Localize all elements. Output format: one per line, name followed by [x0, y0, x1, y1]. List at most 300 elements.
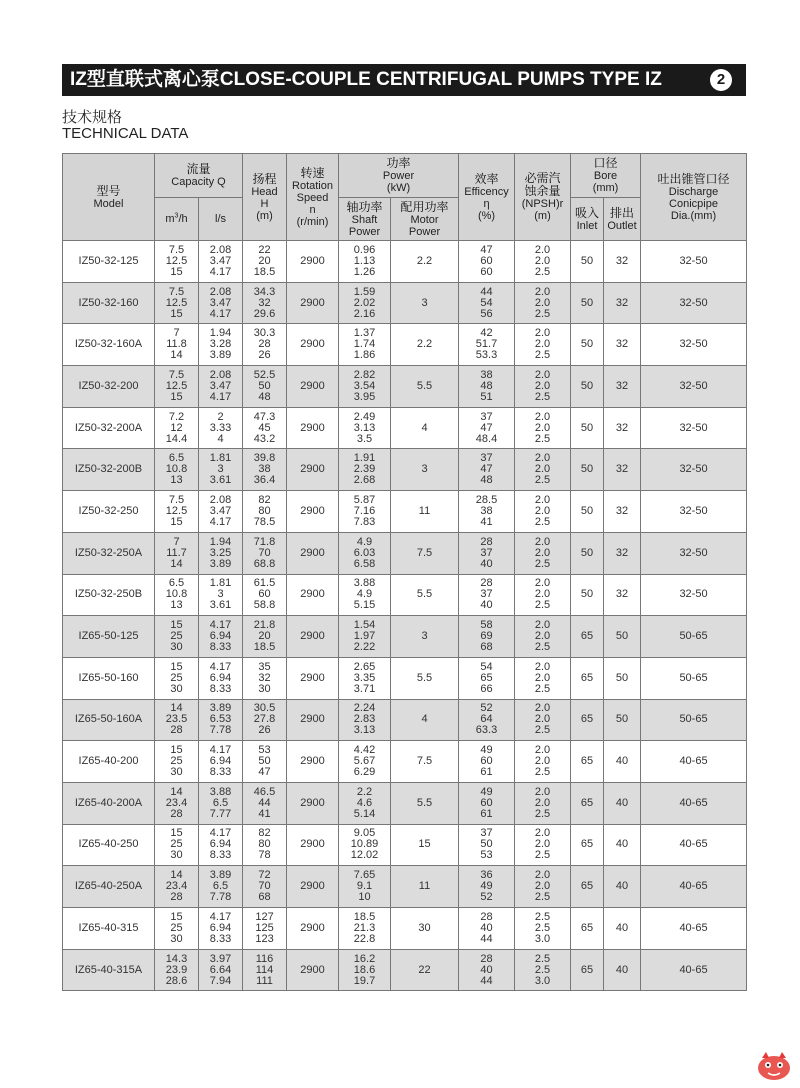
head-cell: [243, 532, 287, 574]
cell-value: 32: [258, 296, 271, 309]
cell-value: 8.33: [209, 849, 232, 862]
cell-value: 4.9: [356, 588, 373, 601]
cell-value: 41: [258, 807, 271, 820]
shaft-power-cell: [339, 449, 391, 491]
cell-value: 3.13: [353, 421, 376, 434]
flow-ls-cell: [199, 532, 243, 574]
outlet-cell: 32: [604, 491, 641, 533]
cell-value: 80: [258, 504, 271, 517]
outlet-cell: 40: [604, 824, 641, 866]
cell-value: 47: [480, 421, 493, 434]
cell-value: 14: [170, 349, 183, 362]
motor-power-cell: 5.5: [391, 657, 459, 699]
cell-value: 7.2: [168, 410, 185, 423]
flow-m3h-cell: [155, 616, 199, 658]
cell-value: 0.96: [353, 243, 376, 256]
flow-m3h-cell: [155, 449, 199, 491]
shaft-power-cell: [339, 574, 391, 616]
cell-value: 14: [170, 557, 183, 570]
inlet-cell: 50: [571, 366, 604, 408]
cell-value: 49: [480, 744, 493, 757]
cell-value: 15: [170, 744, 183, 757]
motor-power-cell: 11: [391, 866, 459, 908]
cell-value: 13: [170, 474, 183, 487]
cell-value: 6.94: [209, 921, 232, 934]
cell-value: 3.13: [353, 724, 376, 737]
shaft-power-cell: [339, 407, 391, 449]
table-row: [63, 532, 747, 574]
npsh-cell: [515, 449, 571, 491]
flow-m3h-cell: [155, 908, 199, 950]
cell-value: 4: [217, 432, 224, 445]
shaft-power-cell: [339, 866, 391, 908]
cell-value: 38: [480, 504, 493, 517]
motor-power-cell: 5.5: [391, 366, 459, 408]
cell-value: 39.8: [253, 452, 276, 465]
efficiency-cell: [459, 574, 515, 616]
model-cell: IZ50-32-200B: [63, 449, 155, 491]
cell-value: 6.5: [168, 577, 185, 590]
cell-value: 15: [170, 910, 183, 923]
cell-value: 2.0: [534, 254, 551, 267]
cell-value: 6.03: [353, 546, 376, 559]
table-row: [63, 741, 747, 783]
outlet-cell: 32: [604, 241, 641, 283]
cell-value: 1.94: [209, 535, 232, 548]
efficiency-cell: [459, 866, 515, 908]
flow-m3h-cell: [155, 949, 199, 991]
header-shaft-power: 轴功率 Shaft Power: [339, 198, 391, 241]
speed-cell: 2900: [287, 324, 339, 366]
cell-value: 3.95: [353, 390, 376, 403]
motor-power-cell: 11: [391, 491, 459, 533]
cell-value: 30.5: [253, 702, 276, 715]
cell-value: 19.7: [353, 974, 376, 987]
cell-value: 6.94: [209, 671, 232, 684]
cell-value: 2.5: [534, 474, 551, 487]
inlet-cell: 50: [571, 282, 604, 324]
cell-value: 6.58: [353, 557, 376, 570]
cell-value: 61: [480, 807, 493, 820]
cell-value: 25: [170, 630, 183, 643]
cell-value: 15: [170, 265, 183, 278]
discharge-cell: 32-50: [641, 324, 747, 366]
cell-value: 25: [170, 838, 183, 851]
cell-value: 12.5: [165, 379, 188, 392]
inlet-cell: 50: [571, 532, 604, 574]
motor-power-cell: 4: [391, 407, 459, 449]
cell-value: 9.1: [356, 880, 373, 893]
cell-value: 12.5: [165, 254, 188, 267]
speed-cell: 2900: [287, 824, 339, 866]
cell-value: 54: [480, 296, 493, 309]
shaft-power-cell: [339, 491, 391, 533]
cell-value: 25: [170, 921, 183, 934]
cell-value: 15: [170, 515, 183, 528]
cell-value: 2.5: [534, 515, 551, 528]
flow-ls-cell: [199, 241, 243, 283]
flow-m3h-cell: [155, 824, 199, 866]
cell-value: 2.5: [534, 724, 551, 737]
table-row: [63, 657, 747, 699]
head-cell: [243, 324, 287, 366]
cell-value: 2.5: [534, 963, 551, 976]
cell-value: 66: [480, 682, 493, 695]
shaft-power-cell: [339, 532, 391, 574]
cell-value: 48: [480, 474, 493, 487]
model-cell: IZ50-32-125: [63, 241, 155, 283]
cell-value: 1.13: [353, 254, 376, 267]
cell-value: 4.17: [209, 744, 232, 757]
cell-value: 70: [258, 880, 271, 893]
table-row: [63, 574, 747, 616]
cell-value: 15: [170, 660, 183, 673]
cell-value: 2.0: [534, 243, 551, 256]
discharge-cell: 40-65: [641, 741, 747, 783]
cell-value: 4.17: [209, 265, 232, 278]
cell-value: 125: [255, 921, 274, 934]
cell-value: 29.6: [253, 307, 276, 320]
cell-value: 46.5: [253, 785, 276, 798]
flow-m3h-cell: [155, 699, 199, 741]
cell-value: 53.3: [475, 349, 498, 362]
cell-value: 2.0: [534, 785, 551, 798]
motor-power-cell: 7.5: [391, 741, 459, 783]
model-cell: IZ50-32-200A: [63, 407, 155, 449]
outlet-cell: 32: [604, 449, 641, 491]
cell-value: 4.17: [209, 827, 232, 840]
cell-value: 71.8: [253, 535, 276, 548]
cell-value: 111: [256, 974, 273, 987]
cell-value: 23.5: [165, 713, 188, 726]
cell-value: 50: [258, 755, 271, 768]
cell-value: 4.6: [356, 796, 373, 809]
cell-value: 3.28: [209, 338, 232, 351]
cell-value: 127: [255, 910, 274, 923]
cell-value: 2.5: [534, 349, 551, 362]
cell-value: 44: [480, 285, 493, 298]
cell-value: 44: [480, 932, 493, 945]
cell-value: 82: [258, 827, 271, 840]
table-row: [63, 699, 747, 741]
flow-ls-cell: [199, 616, 243, 658]
discharge-cell: 40-65: [641, 824, 747, 866]
efficiency-cell: [459, 282, 515, 324]
cell-value: 7.5: [168, 368, 185, 381]
cell-value: 28.5: [475, 493, 498, 506]
cell-value: 53: [258, 744, 271, 757]
cell-value: 65: [480, 671, 493, 684]
cell-value: 2.0: [534, 493, 551, 506]
outlet-cell: 40: [604, 866, 641, 908]
cell-value: 3.97: [209, 952, 232, 965]
header-speed: 转速 Rotation Speed n (r/min): [287, 154, 339, 241]
outlet-cell: 32: [604, 574, 641, 616]
cell-value: 68: [258, 891, 271, 904]
cell-value: 49: [480, 785, 493, 798]
speed-cell: 2900: [287, 699, 339, 741]
cell-value: 37: [480, 827, 493, 840]
head-cell: [243, 741, 287, 783]
cell-value: 36.4: [253, 474, 276, 487]
efficiency-cell: [459, 407, 515, 449]
cell-value: 68: [480, 641, 493, 654]
cell-value: 40: [480, 921, 493, 934]
outlet-cell: 32: [604, 407, 641, 449]
cell-value: 16.2: [353, 952, 376, 965]
cell-value: 3.47: [209, 379, 232, 392]
flow-ls-cell: [199, 282, 243, 324]
flow-m3h-cell: [155, 657, 199, 699]
speed-cell: 2900: [287, 532, 339, 574]
subtitle-cn: 技术规格: [62, 109, 123, 126]
cell-value: 51.7: [475, 338, 498, 351]
cell-value: 78: [258, 849, 271, 862]
cell-value: 27.8: [253, 713, 276, 726]
cell-value: 14.4: [165, 432, 188, 445]
cell-value: 2.08: [209, 243, 232, 256]
cell-value: 114: [255, 963, 274, 976]
head-cell: [243, 407, 287, 449]
cell-value: 7.83: [353, 515, 376, 528]
cell-value: 44: [480, 974, 493, 987]
cell-value: 64: [480, 713, 493, 726]
motor-power-cell: 3: [391, 449, 459, 491]
flow-m3h-cell: [155, 866, 199, 908]
cell-value: 2.5: [534, 390, 551, 403]
discharge-cell: 32-50: [641, 241, 747, 283]
cell-value: 30: [258, 682, 271, 695]
flow-ls-cell: [199, 699, 243, 741]
cell-value: 14.3: [165, 952, 188, 965]
head-cell: [243, 949, 287, 991]
cell-value: 14: [170, 869, 183, 882]
cell-value: 2.5: [534, 849, 551, 862]
cell-value: 2.0: [534, 869, 551, 882]
cell-value: 60: [480, 265, 493, 278]
npsh-cell: [515, 741, 571, 783]
cell-value: 30.3: [253, 327, 276, 340]
cell-value: 8.33: [209, 932, 232, 945]
discharge-cell: 40-65: [641, 908, 747, 950]
cell-value: 3.89: [209, 869, 232, 882]
cell-value: 2.65: [353, 660, 376, 673]
cell-value: 10: [358, 891, 371, 904]
cell-value: 70: [258, 546, 271, 559]
cell-value: 80: [258, 838, 271, 851]
cell-value: 2.0: [534, 535, 551, 548]
cell-value: 34.3: [253, 285, 276, 298]
flow-ls-cell: [199, 491, 243, 533]
cell-value: 60: [480, 755, 493, 768]
inlet-cell: 65: [571, 699, 604, 741]
cell-value: 37: [480, 588, 493, 601]
cell-value: 2.0: [534, 880, 551, 893]
motor-power-cell: 2.2: [391, 324, 459, 366]
head-cell: [243, 782, 287, 824]
cell-value: 116: [255, 952, 274, 965]
outlet-cell: 32: [604, 366, 641, 408]
inlet-cell: 50: [571, 574, 604, 616]
discharge-cell: 32-50: [641, 282, 747, 324]
cell-value: 8.33: [209, 641, 232, 654]
npsh-cell: [515, 324, 571, 366]
cell-value: 2: [217, 410, 224, 423]
cell-value: 12.5: [165, 296, 188, 309]
efficiency-cell: [459, 824, 515, 866]
table-row: [63, 782, 747, 824]
cell-value: 1.94: [209, 327, 232, 340]
inlet-cell: 65: [571, 908, 604, 950]
cell-value: 22.8: [353, 932, 376, 945]
cell-value: 2.5: [534, 921, 551, 934]
inlet-cell: 50: [571, 241, 604, 283]
cell-value: 4.17: [209, 307, 232, 320]
shaft-power-cell: [339, 949, 391, 991]
flow-ls-cell: [199, 782, 243, 824]
header-discharge: 吐出锥管口径 Discharge Conicpipe Dia.(mm): [641, 154, 747, 241]
efficiency-cell: [459, 616, 515, 658]
outlet-cell: 32: [604, 282, 641, 324]
cell-value: 4.17: [209, 390, 232, 403]
cell-value: 1.59: [353, 285, 376, 298]
cell-value: 5.15: [353, 599, 376, 612]
efficiency-cell: [459, 741, 515, 783]
outlet-cell: 40: [604, 949, 641, 991]
model-cell: IZ65-50-160: [63, 657, 155, 699]
header-bar: [62, 64, 746, 96]
cell-value: 61.5: [253, 577, 276, 590]
cell-value: 3.61: [209, 599, 232, 612]
cell-value: 2.0: [534, 838, 551, 851]
shaft-power-cell: [339, 699, 391, 741]
cell-value: 61: [480, 766, 493, 779]
cell-value: 7.94: [209, 974, 232, 987]
cell-value: 9.05: [353, 827, 376, 840]
header-power: 功率 Power (kW): [339, 154, 459, 198]
flow-m3h-cell: [155, 282, 199, 324]
cell-value: 2.0: [534, 630, 551, 643]
head-cell: [243, 366, 287, 408]
cell-value: 2.0: [534, 796, 551, 809]
flow-ls-cell: [199, 324, 243, 366]
npsh-cell: [515, 407, 571, 449]
cell-value: 28: [480, 577, 493, 590]
head-cell: [243, 282, 287, 324]
head-cell: [243, 657, 287, 699]
cell-value: 2.0: [534, 379, 551, 392]
cell-value: 2.24: [353, 702, 376, 715]
model-cell: IZ65-40-315: [63, 908, 155, 950]
cell-value: 10.89: [350, 838, 379, 851]
cell-value: 4.9: [356, 535, 373, 548]
efficiency-cell: [459, 241, 515, 283]
cell-value: 3.47: [209, 504, 232, 517]
cell-value: 2.0: [534, 296, 551, 309]
flow-m3h-cell: [155, 574, 199, 616]
cell-value: 2.5: [534, 952, 551, 965]
cell-value: 6.5: [212, 796, 229, 809]
cell-value: 2.0: [534, 660, 551, 673]
flow-ls-cell: [199, 866, 243, 908]
cell-value: 12.02: [350, 849, 379, 862]
shaft-power-cell: [339, 908, 391, 950]
motor-power-cell: 2.2: [391, 241, 459, 283]
cell-value: 7.16: [353, 504, 376, 517]
header-motor-power: 配用功率 Motor Power: [391, 198, 459, 241]
cell-value: 6.5: [212, 880, 229, 893]
cell-value: 12.5: [165, 504, 188, 517]
technical-data-table: [62, 153, 747, 991]
cell-value: 26: [258, 349, 271, 362]
npsh-cell: [515, 532, 571, 574]
cell-value: 7: [173, 327, 180, 340]
head-cell: [243, 241, 287, 283]
flow-ls-cell: [199, 824, 243, 866]
cell-value: 3.0: [534, 974, 551, 987]
cell-value: 1.97: [353, 630, 376, 643]
cell-value: 2.5: [534, 891, 551, 904]
cell-value: 60: [480, 796, 493, 809]
npsh-cell: [515, 657, 571, 699]
cell-value: 2.5: [534, 307, 551, 320]
cell-value: 28: [480, 952, 493, 965]
cell-value: 2.0: [534, 577, 551, 590]
cell-value: 4.17: [209, 619, 232, 632]
flow-ls-cell: [199, 908, 243, 950]
npsh-cell: [515, 282, 571, 324]
model-cell: IZ65-40-250: [63, 824, 155, 866]
cell-value: 3.54: [353, 379, 376, 392]
cell-value: 2.5: [534, 432, 551, 445]
cell-value: 30: [170, 682, 183, 695]
npsh-cell: [515, 866, 571, 908]
flow-m3h-cell: [155, 366, 199, 408]
cell-value: 2.0: [534, 338, 551, 351]
inlet-cell: 50: [571, 407, 604, 449]
inlet-cell: 50: [571, 449, 604, 491]
cell-value: 2.5: [534, 641, 551, 654]
cell-value: 51: [480, 390, 493, 403]
cell-value: 3.88: [209, 785, 232, 798]
cell-value: 38: [258, 463, 271, 476]
cell-value: 47: [480, 243, 493, 256]
npsh-cell: [515, 616, 571, 658]
cell-value: 47: [480, 463, 493, 476]
cell-value: 7.78: [209, 724, 232, 737]
cell-value: 1.26: [353, 265, 376, 278]
cell-value: 1.54: [353, 619, 376, 632]
outlet-cell: 40: [604, 741, 641, 783]
cell-value: 48: [480, 379, 493, 392]
cell-value: 32: [258, 671, 271, 684]
speed-cell: 2900: [287, 908, 339, 950]
speed-cell: 2900: [287, 574, 339, 616]
table-row: [63, 407, 747, 449]
outlet-cell: 50: [604, 699, 641, 741]
flow-m3h-cell: [155, 241, 199, 283]
cell-value: 37: [480, 452, 493, 465]
model-cell: IZ50-32-250B: [63, 574, 155, 616]
cell-value: 2.5: [534, 265, 551, 278]
cell-value: 60: [258, 588, 271, 601]
table-row: [63, 491, 747, 533]
speed-cell: 2900: [287, 407, 339, 449]
inlet-cell: 50: [571, 324, 604, 366]
motor-power-cell: 5.5: [391, 574, 459, 616]
cell-value: 2.22: [353, 641, 376, 654]
cell-value: 28: [170, 807, 183, 820]
